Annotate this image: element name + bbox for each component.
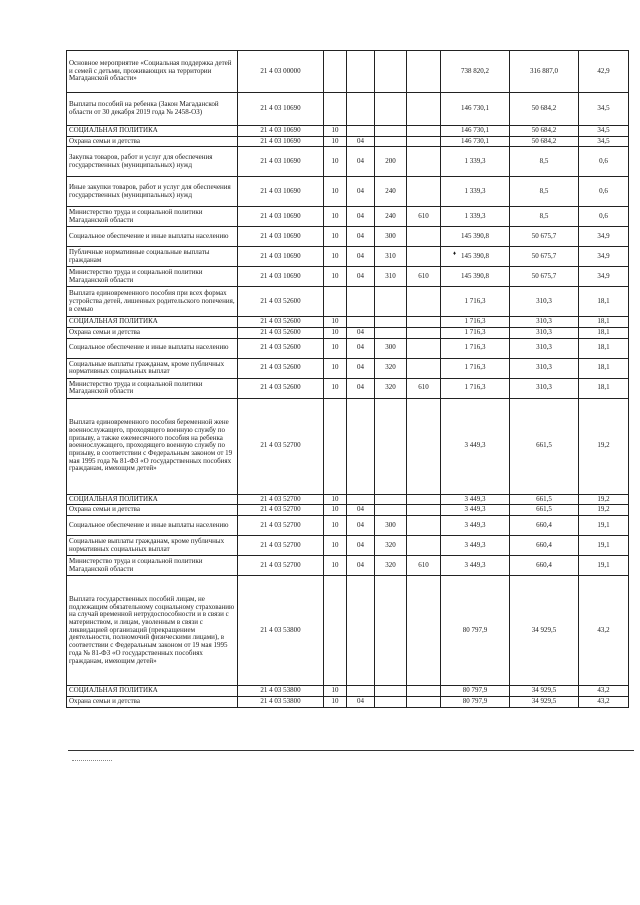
- plan-amount: 145 390,8: [441, 247, 510, 267]
- fact-amount: 661,5: [510, 505, 579, 516]
- fact-amount: 34 929,5: [510, 686, 579, 697]
- percent: 0,6: [579, 207, 629, 227]
- table-row: [67, 686, 629, 697]
- percent: 42,9: [579, 51, 629, 93]
- admin-code: [407, 227, 441, 247]
- subsection-code: [347, 398, 375, 494]
- fact-amount: 50 684,2: [510, 93, 579, 126]
- percent: 34,9: [579, 267, 629, 287]
- target-code: 21 4 03 53800: [238, 686, 324, 697]
- row-name: Министерство труда и социальной политики Магаданской области: [67, 556, 238, 576]
- row-name: Социальные выплаты гражданам, кроме публичных нормативных социальных выплат: [67, 358, 238, 378]
- subsection-code: [347, 494, 375, 505]
- subsection-code: [347, 317, 375, 328]
- row-name: СОЦИАЛЬНАЯ ПОЛИТИКА: [67, 686, 238, 697]
- table-row: [67, 494, 629, 505]
- section-code: [324, 287, 347, 317]
- footer-rule: [68, 750, 634, 751]
- row-name: СОЦИАЛЬНАЯ ПОЛИТИКА: [67, 126, 238, 137]
- expense-type: [375, 505, 407, 516]
- subsection-code: [347, 51, 375, 93]
- target-code: 21 4 03 10690: [238, 136, 324, 147]
- table-row: [67, 247, 629, 267]
- section-code: 10: [324, 126, 347, 137]
- table-row: [67, 338, 629, 358]
- fact-amount: 661,5: [510, 398, 579, 494]
- admin-code: 610: [407, 207, 441, 227]
- row-name: Основное мероприятие «Социальная поддержка детей и семей с детьми, проживающих на территории Магаданской области»: [67, 51, 238, 93]
- plan-amount: 1 339,3: [441, 177, 510, 207]
- plan-amount: 3 449,3: [441, 556, 510, 576]
- row-name: Охрана семьи и детства: [67, 696, 238, 707]
- subsection-code: 04: [347, 207, 375, 227]
- admin-code: 610: [407, 556, 441, 576]
- expense-type: [375, 696, 407, 707]
- plan-amount: 1 716,3: [441, 328, 510, 339]
- plan-amount: 1 716,3: [441, 378, 510, 398]
- table-row: [67, 516, 629, 536]
- admin-code: [407, 93, 441, 126]
- fact-amount: 310,3: [510, 317, 579, 328]
- scan-mark: ♦: [453, 251, 457, 257]
- admin-code: 610: [407, 267, 441, 287]
- subsection-code: 04: [347, 227, 375, 247]
- table-row: [67, 696, 629, 707]
- row-name: Министерство труда и социальной политики Магаданской области: [67, 378, 238, 398]
- table-row: [67, 398, 629, 494]
- percent: 34,5: [579, 136, 629, 147]
- table-body: [67, 51, 629, 708]
- percent: 34,9: [579, 227, 629, 247]
- section-code: 10: [324, 136, 347, 147]
- percent: 43,2: [579, 686, 629, 697]
- fact-amount: 8,5: [510, 177, 579, 207]
- subsection-code: 04: [347, 536, 375, 556]
- expense-type: [375, 93, 407, 126]
- plan-amount: 80 797,9: [441, 576, 510, 686]
- expense-type: [375, 576, 407, 686]
- plan-amount: 146 730,1: [441, 126, 510, 137]
- admin-code: [407, 338, 441, 358]
- expense-type: 240: [375, 207, 407, 227]
- admin-code: [407, 136, 441, 147]
- row-name: Социальное обеспечение и иные выплаты населению: [67, 227, 238, 247]
- table-row: [67, 267, 629, 287]
- subsection-code: [347, 93, 375, 126]
- expense-type: [375, 328, 407, 339]
- table-row: [67, 126, 629, 137]
- admin-code: 610: [407, 378, 441, 398]
- percent: 19,2: [579, 505, 629, 516]
- target-code: 21 4 03 10690: [238, 93, 324, 126]
- percent: 19,1: [579, 556, 629, 576]
- target-code: 21 4 03 00000: [238, 51, 324, 93]
- expense-type: [375, 317, 407, 328]
- subsection-code: 04: [347, 177, 375, 207]
- subsection-code: 04: [347, 516, 375, 536]
- row-name: Социальное обеспечение и иные выплаты населению: [67, 516, 238, 536]
- section-code: 10: [324, 177, 347, 207]
- target-code: 21 4 03 10690: [238, 227, 324, 247]
- target-code: 21 4 03 52600: [238, 338, 324, 358]
- percent: 34,5: [579, 126, 629, 137]
- fact-amount: 50 675,7: [510, 247, 579, 267]
- table-row: [67, 287, 629, 317]
- admin-code: [407, 147, 441, 177]
- percent: 18,1: [579, 358, 629, 378]
- target-code: 21 4 03 10690: [238, 126, 324, 137]
- section-code: [324, 51, 347, 93]
- expense-type: 320: [375, 378, 407, 398]
- row-name: Выплата единовременного пособия беременной жене военнослужащего, проходящего военную службу по призыву, а также ежемесячного пособия на ребенка военнослужащего, проходящего военную службу по призыву, в соответствии с Федеральным законом от 19 мая 1995 года № 81-ФЗ «О государственных пособиях гражданам, имеющим детей»: [67, 398, 238, 494]
- section-code: [324, 576, 347, 686]
- admin-code: [407, 398, 441, 494]
- fact-amount: 316 887,0: [510, 51, 579, 93]
- admin-code: [407, 536, 441, 556]
- expense-type: [375, 126, 407, 137]
- table-row: [67, 328, 629, 339]
- table-row: [67, 317, 629, 328]
- target-code: 21 4 03 53800: [238, 696, 324, 707]
- expense-type: 300: [375, 227, 407, 247]
- subsection-code: 04: [347, 556, 375, 576]
- target-code: 21 4 03 52700: [238, 398, 324, 494]
- section-code: 10: [324, 686, 347, 697]
- fact-amount: 34 929,5: [510, 696, 579, 707]
- row-name: Социальные выплаты гражданам, кроме публичных нормативных социальных выплат: [67, 536, 238, 556]
- table-row: [67, 358, 629, 378]
- table-row: [67, 576, 629, 686]
- section-code: 10: [324, 338, 347, 358]
- expense-type: 320: [375, 536, 407, 556]
- percent: 18,1: [579, 317, 629, 328]
- expense-type: 310: [375, 247, 407, 267]
- admin-code: [407, 696, 441, 707]
- target-code: 21 4 03 10690: [238, 177, 324, 207]
- admin-code: [407, 516, 441, 536]
- plan-amount: 146 730,1: [441, 136, 510, 147]
- subsection-code: [347, 576, 375, 686]
- admin-code: [407, 686, 441, 697]
- section-code: 10: [324, 147, 347, 177]
- section-code: 10: [324, 328, 347, 339]
- percent: 19,1: [579, 536, 629, 556]
- fact-amount: 310,3: [510, 287, 579, 317]
- budget-table: [66, 50, 629, 708]
- section-code: 10: [324, 247, 347, 267]
- section-code: [324, 93, 347, 126]
- subsection-code: 04: [347, 267, 375, 287]
- expense-type: 240: [375, 177, 407, 207]
- subsection-code: 04: [347, 136, 375, 147]
- table-row: [67, 378, 629, 398]
- expense-type: 320: [375, 358, 407, 378]
- admin-code: [407, 328, 441, 339]
- table-row: [67, 227, 629, 247]
- target-code: 21 4 03 52700: [238, 536, 324, 556]
- footer-dots: [72, 760, 112, 761]
- admin-code: [407, 51, 441, 93]
- expense-type: [375, 136, 407, 147]
- plan-amount: 3 449,3: [441, 516, 510, 536]
- expense-type: [375, 494, 407, 505]
- target-code: 21 4 03 10690: [238, 207, 324, 227]
- table-row: [67, 51, 629, 93]
- subsection-code: 04: [347, 247, 375, 267]
- table-row: [67, 136, 629, 147]
- row-name: Социальное обеспечение и иные выплаты населению: [67, 338, 238, 358]
- fact-amount: 310,3: [510, 358, 579, 378]
- admin-code: [407, 126, 441, 137]
- row-name: Иные закупки товаров, работ и услуг для обеспечения государственных (муниципальных) нужд: [67, 177, 238, 207]
- subsection-code: 04: [347, 328, 375, 339]
- fact-amount: 660,4: [510, 516, 579, 536]
- expense-type: 310: [375, 267, 407, 287]
- target-code: 21 4 03 52700: [238, 556, 324, 576]
- row-name: Министерство труда и социальной политики Магаданской области: [67, 207, 238, 227]
- percent: 19,2: [579, 494, 629, 505]
- admin-code: [407, 576, 441, 686]
- target-code: 21 4 03 52700: [238, 494, 324, 505]
- fact-amount: 660,4: [510, 536, 579, 556]
- section-code: 10: [324, 317, 347, 328]
- plan-amount: 145 390,8: [441, 267, 510, 287]
- section-code: 10: [324, 696, 347, 707]
- admin-code: [407, 317, 441, 328]
- row-name: СОЦИАЛЬНАЯ ПОЛИТИКА: [67, 317, 238, 328]
- expense-type: [375, 51, 407, 93]
- fact-amount: 50 675,7: [510, 267, 579, 287]
- table-row: [67, 177, 629, 207]
- subsection-code: 04: [347, 358, 375, 378]
- fact-amount: 310,3: [510, 378, 579, 398]
- plan-amount: 1 339,3: [441, 207, 510, 227]
- expense-type: [375, 398, 407, 494]
- subsection-code: 04: [347, 505, 375, 516]
- subsection-code: 04: [347, 696, 375, 707]
- subsection-code: 04: [347, 147, 375, 177]
- plan-amount: 1 716,3: [441, 287, 510, 317]
- percent: 18,1: [579, 338, 629, 358]
- subsection-code: [347, 287, 375, 317]
- plan-amount: 1 716,3: [441, 358, 510, 378]
- plan-amount: 80 797,9: [441, 696, 510, 707]
- section-code: 10: [324, 378, 347, 398]
- percent: 43,2: [579, 576, 629, 686]
- percent: 18,1: [579, 287, 629, 317]
- plan-amount: 146 730,1: [441, 93, 510, 126]
- plan-amount: 3 449,3: [441, 494, 510, 505]
- subsection-code: 04: [347, 338, 375, 358]
- expense-type: [375, 287, 407, 317]
- target-code: 21 4 03 52600: [238, 358, 324, 378]
- row-name: Выплаты пособий на ребенка (Закон Магаданской области от 30 декабря 2019 года № 2458-ОЗ): [67, 93, 238, 126]
- fact-amount: 310,3: [510, 328, 579, 339]
- percent: 34,5: [579, 93, 629, 126]
- section-code: 10: [324, 267, 347, 287]
- percent: 19,2: [579, 398, 629, 494]
- section-code: 10: [324, 505, 347, 516]
- section-code: [324, 398, 347, 494]
- target-code: 21 4 03 10690: [238, 267, 324, 287]
- target-code: 21 4 03 10690: [238, 247, 324, 267]
- section-code: 10: [324, 494, 347, 505]
- row-name: Закупка товаров, работ и услуг для обеспечения государственных (муниципальных) нужд: [67, 147, 238, 177]
- section-code: 10: [324, 536, 347, 556]
- percent: 0,6: [579, 147, 629, 177]
- row-name: Охрана семьи и детства: [67, 505, 238, 516]
- admin-code: [407, 287, 441, 317]
- plan-amount: 738 820,2: [441, 51, 510, 93]
- percent: 0,6: [579, 177, 629, 207]
- target-code: 21 4 03 52600: [238, 378, 324, 398]
- section-code: 10: [324, 556, 347, 576]
- percent: 18,1: [579, 328, 629, 339]
- subsection-code: 04: [347, 378, 375, 398]
- admin-code: [407, 494, 441, 505]
- target-code: 21 4 03 52700: [238, 516, 324, 536]
- target-code: 21 4 03 52600: [238, 317, 324, 328]
- percent: 43,2: [579, 696, 629, 707]
- row-name: Выплата единовременного пособия при всех формах устройства детей, лишенных родительского попечения, в семью: [67, 287, 238, 317]
- fact-amount: 8,5: [510, 147, 579, 177]
- fact-amount: 660,4: [510, 556, 579, 576]
- subsection-code: [347, 126, 375, 137]
- fact-amount: 34 929,5: [510, 576, 579, 686]
- section-code: 10: [324, 227, 347, 247]
- plan-amount: 80 797,9: [441, 686, 510, 697]
- fact-amount: 50 684,2: [510, 126, 579, 137]
- percent: 19,1: [579, 516, 629, 536]
- admin-code: [407, 505, 441, 516]
- row-name: СОЦИАЛЬНАЯ ПОЛИТИКА: [67, 494, 238, 505]
- table-row: [67, 536, 629, 556]
- subsection-code: [347, 686, 375, 697]
- fact-amount: 8,5: [510, 207, 579, 227]
- fact-amount: 50 675,7: [510, 227, 579, 247]
- percent: 18,1: [579, 378, 629, 398]
- target-code: 21 4 03 10690: [238, 147, 324, 177]
- target-code: 21 4 03 52600: [238, 287, 324, 317]
- plan-amount: 1 716,3: [441, 317, 510, 328]
- plan-amount: 1 716,3: [441, 338, 510, 358]
- admin-code: [407, 247, 441, 267]
- table-row: [67, 505, 629, 516]
- section-code: 10: [324, 516, 347, 536]
- row-name: Охрана семьи и детства: [67, 328, 238, 339]
- admin-code: [407, 177, 441, 207]
- table-row: [67, 556, 629, 576]
- plan-amount: 145 390,8: [441, 227, 510, 247]
- expense-type: 200: [375, 147, 407, 177]
- table-row: [67, 207, 629, 227]
- row-name: Министерство труда и социальной политики Магаданской области: [67, 267, 238, 287]
- row-name: Выплата государственных пособий лицам, не подлежащим обязательному социальному страхованию на случай временной нетрудоспособности и в связи с материнством, и лицам, уволенным в связи с ликвидацией организаций (прекращением деятельности, полномочий физическими лицами), в соответствии с Федеральным законом от 19 мая 1995 года № 81-ФЗ «О государственных пособиях гражданам, имеющим детей»: [67, 576, 238, 686]
- section-code: 10: [324, 207, 347, 227]
- table-row: [67, 147, 629, 177]
- expense-type: 320: [375, 556, 407, 576]
- expense-type: 300: [375, 516, 407, 536]
- table-row: [67, 93, 629, 126]
- plan-amount: 3 449,3: [441, 398, 510, 494]
- expense-type: 300: [375, 338, 407, 358]
- fact-amount: 661,5: [510, 494, 579, 505]
- admin-code: [407, 358, 441, 378]
- target-code: 21 4 03 52700: [238, 505, 324, 516]
- percent: 34,9: [579, 247, 629, 267]
- row-name: Охрана семьи и детства: [67, 136, 238, 147]
- plan-amount: 3 449,3: [441, 536, 510, 556]
- fact-amount: 310,3: [510, 338, 579, 358]
- plan-amount: 3 449,3: [441, 505, 510, 516]
- expense-type: [375, 686, 407, 697]
- target-code: 21 4 03 52600: [238, 328, 324, 339]
- section-code: 10: [324, 358, 347, 378]
- target-code: 21 4 03 53800: [238, 576, 324, 686]
- row-name: Публичные нормативные социальные выплаты гражданам: [67, 247, 238, 267]
- fact-amount: 50 684,2: [510, 136, 579, 147]
- plan-amount: 1 339,3: [441, 147, 510, 177]
